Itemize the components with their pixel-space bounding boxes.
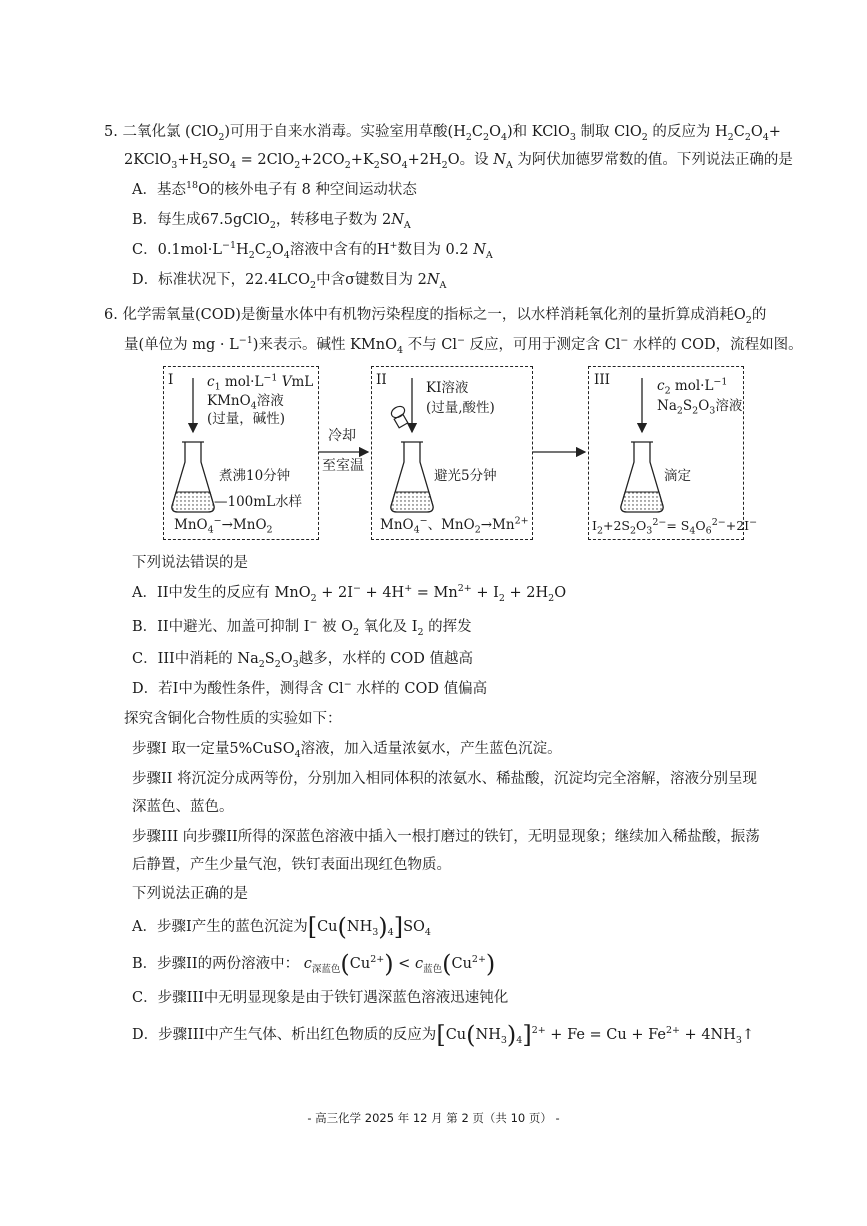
q7-intro: 探究含铜化合物性质的实验如下： xyxy=(124,711,342,727)
q5-option-a: A．基态$^{18}$O的核外电子有 8 种空间运动状态 xyxy=(132,180,417,198)
box2-reagent2: (过量,酸性) xyxy=(426,400,495,416)
box2-reaction: MnO$_4$−、$MnO_2\to Mn^{2+}$ xyxy=(380,515,529,536)
q6-ask: 下列说法错误的是 xyxy=(132,555,248,571)
box2-roman: II xyxy=(376,372,387,388)
box3-reagent2: $Na_2S_2O_3$溶液 xyxy=(657,398,743,417)
box3-reaction: $I_2+2S_2O_3^{2-}= S_4O_6^{2-}+2I^-$ xyxy=(592,516,758,537)
box1-reagent2: KMnO$_4$溶液 xyxy=(207,393,284,412)
q5-option-c: C．$0.1mol\cdot L^{-1}H_2C_2O_4$溶液中含有的H+数目为 0.2 $N_A$ xyxy=(132,240,493,261)
q6-stem-line2: 量(单位为 mg · $L^{-1}$)来表示。碱性 KMnO$_4$ 不与 Cl− 反应，可用于测定含 Cl− 水样的 COD，流程如图。 xyxy=(124,335,803,356)
box1-reagent1: $c_1$ $mol\cdot L^{-1}$ VmL xyxy=(207,372,314,393)
box3-roman: III xyxy=(594,372,610,388)
box3-flask-icon xyxy=(621,442,663,512)
q7-step2: 步骤II 将沉淀分成两等份，分别加入相同体积的浓氨水、稀盐酸，沉淀均完全溶解，溶液分别呈现 xyxy=(132,771,758,787)
q7-option-a: A．步骤I产生的蓝色沉淀为$[Cu(NH_3)_4]SO_4$ xyxy=(132,913,431,941)
q6-option-c: C．III中消耗的 $Na_2S_2O_3$越多，水样的 COD 值越高 xyxy=(132,651,474,670)
q5-stem-line1: 5. 二氧化氯 (ClO$_2$)可用于自来水消毒。实验室用草酸$(H_2C_2O_4)$和 KClO$_3$ 制取 ClO$_2$ 的反应为 $H_2C_2O_4+$ xyxy=(104,124,781,143)
box1-sample: —100mL水样 xyxy=(214,494,303,510)
box1-reaction: MnO$_4$−→MnO$_2$ xyxy=(174,515,273,536)
box2-flask-icon xyxy=(391,442,433,512)
q7-step2-cont: 深蓝色、蓝色。 xyxy=(132,799,234,815)
q7-step3: 步骤III 向步骤II所得的深蓝色溶液中插入一根打磨过的铁钉，无明显现象；继续加入稀盐酸，振荡 xyxy=(132,829,760,845)
cool-label-1: 冷却 xyxy=(328,428,356,444)
q7-option-d: D．步骤III中产生气体、析出红色物质的反应为$[Cu(NH_3)_4]^{2+} + Fe = Cu + Fe^{2+}$ + $4NH_3↑$ xyxy=(132,1021,755,1049)
q6-option-b: B．II中避光、加盖可抑制 I− 被 $O_2$ 氧化及 $I_2$ 的挥发 xyxy=(132,617,472,638)
page-footer: - 高三化学 2025 年 12 月 第 2 页（共 10 页） - xyxy=(307,1111,560,1125)
flowchart-graphics xyxy=(0,0,867,600)
q7-option-b: B．步骤II的两份溶液中： $c_{深蓝色}(Cu^{2+}) < c_{蓝色}(Cu^{2+})$ xyxy=(132,950,496,978)
q5-option-d: D．标准状况下，$22.4LCO_2$中含σ键数目为 $2N_A$ xyxy=(132,272,447,291)
box1-reagent3: (过量，碱性) xyxy=(207,411,286,427)
box3-reagent1: $c_2$ $mol\cdot L^{-1}$ xyxy=(657,376,728,397)
q5-option-b: B．每生成67.5gClO$_2$，转移电子数为 $2N_A$ xyxy=(132,212,411,231)
box1-flask-icon xyxy=(172,442,214,512)
cool-label-2: 至室温 xyxy=(322,458,364,474)
q5-stem-line2: $2KClO_3+H_2SO_4 = 2ClO_2+2CO_2+K_2SO_4+2H_2O$。设 $N_A$ 为阿伏加德罗常数的值。下列说法正确的是 xyxy=(124,152,793,171)
q7-ask: 下列说法正确的是 xyxy=(132,886,248,902)
q6-option-a: A．II中发生的反应有 $MnO_2 + 2I^- + 4H^+ = Mn^{2+} + I_2 + 2H_2O$ xyxy=(132,583,567,604)
q6-stem-line1: 6. 化学需氧量(COD)是衡量水体中有机物污染程度的指标之一，以水样消耗氧化剂的量折算成消耗$O_2$的 xyxy=(104,307,767,326)
box2-reagent1: KI溶液 xyxy=(426,380,469,396)
q7-step1: 步骤I 取一定量5%CuSO$_4$溶液，加入适量浓氨水，产生蓝色沉淀。 xyxy=(132,741,562,760)
q7-option-c: C．步骤III中无明显现象是由于铁钉遇深蓝色溶液迅速钝化 xyxy=(132,990,509,1006)
q6-option-d: D．若I中为酸性条件，测得含 Cl− 水样的 COD 值偏高 xyxy=(132,679,488,697)
q7-step3-cont: 后静置，产生少量气泡，铁钉表面出现红色物质。 xyxy=(132,857,451,873)
box1-roman: I xyxy=(168,372,174,388)
box1-boil: 煮沸10分钟 xyxy=(219,468,291,484)
box2-dropper-icon xyxy=(389,404,407,428)
box3-titrate: 滴定 xyxy=(664,468,691,484)
box2-dark: 避光5分钟 xyxy=(434,468,497,484)
